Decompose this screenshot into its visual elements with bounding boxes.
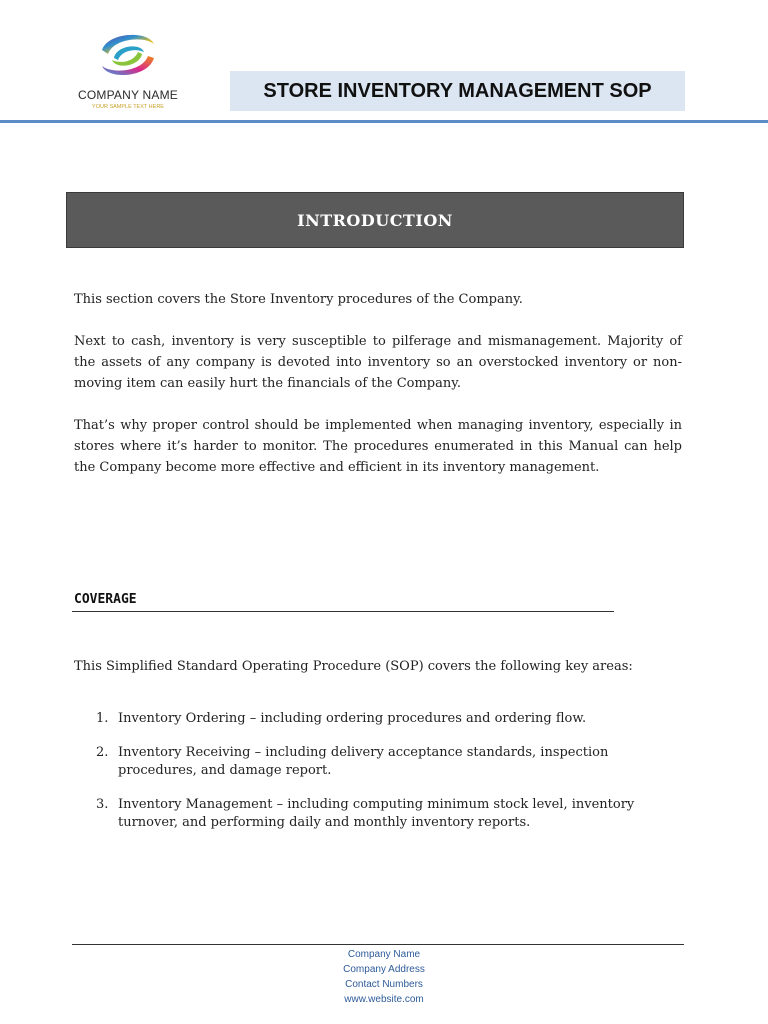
list-item-text: Inventory Ordering – including ordering procedures and ordering flow. (118, 711, 587, 726)
coverage-intro: This Simplified Standard Operating Procedure (SOP) covers the following key areas: (74, 659, 633, 674)
footer-company-name: Company Name (347, 949, 421, 960)
footer-divider (72, 944, 684, 945)
footer-company-address: Company Address (343, 964, 425, 975)
intro-paragraph: This section covers the Store Inventory procedures of the Company. (74, 292, 523, 307)
introduction-heading: INTRODUCTION (297, 210, 453, 230)
footer-contact-numbers: Contact Numbers (345, 979, 423, 990)
header-divider (0, 120, 768, 123)
coverage-heading: COVERAGE (74, 592, 137, 607)
company-tagline: YOUR SAMPLE TEXT HERE (92, 104, 164, 110)
intro-paragraph: Next to cash, inventory is very susceptible to pilferage and mismanagement. Majority of the assets of any company is devoted into inventory so an overstocked inventory or non-moving item can easily hurt the financials of the Company. (74, 334, 682, 391)
company-name: COMPANY NAME (78, 88, 178, 102)
document-title-box (230, 71, 685, 111)
document-title: STORE INVENTORY MANAGEMENT SOP (263, 79, 652, 102)
coverage-underline (72, 611, 614, 612)
introduction-heading-box (66, 192, 684, 248)
swirl-logo-icon (94, 28, 162, 84)
company-logo (72, 28, 184, 114)
list-item-number: 3. (96, 797, 109, 812)
list-item-text: Inventory Receiving – including delivery acceptance standards, inspection procedures, and damage report. (118, 745, 609, 778)
list-item-number: 2. (96, 745, 109, 760)
intro-paragraph: That’s why proper control should be implemented when managing inventory, especially in stores where it’s harder to monitor. The procedures enumerated in this Manual can help the Company become more effective and efficient in its inventory management. (74, 418, 682, 475)
list-item-number: 1. (96, 711, 109, 726)
footer-website-link[interactable]: www.website.com (344, 994, 424, 1005)
list-item-text: Inventory Management – including computing minimum stock level, inventory turnover, and performing daily and monthly inventory reports. (118, 797, 635, 830)
